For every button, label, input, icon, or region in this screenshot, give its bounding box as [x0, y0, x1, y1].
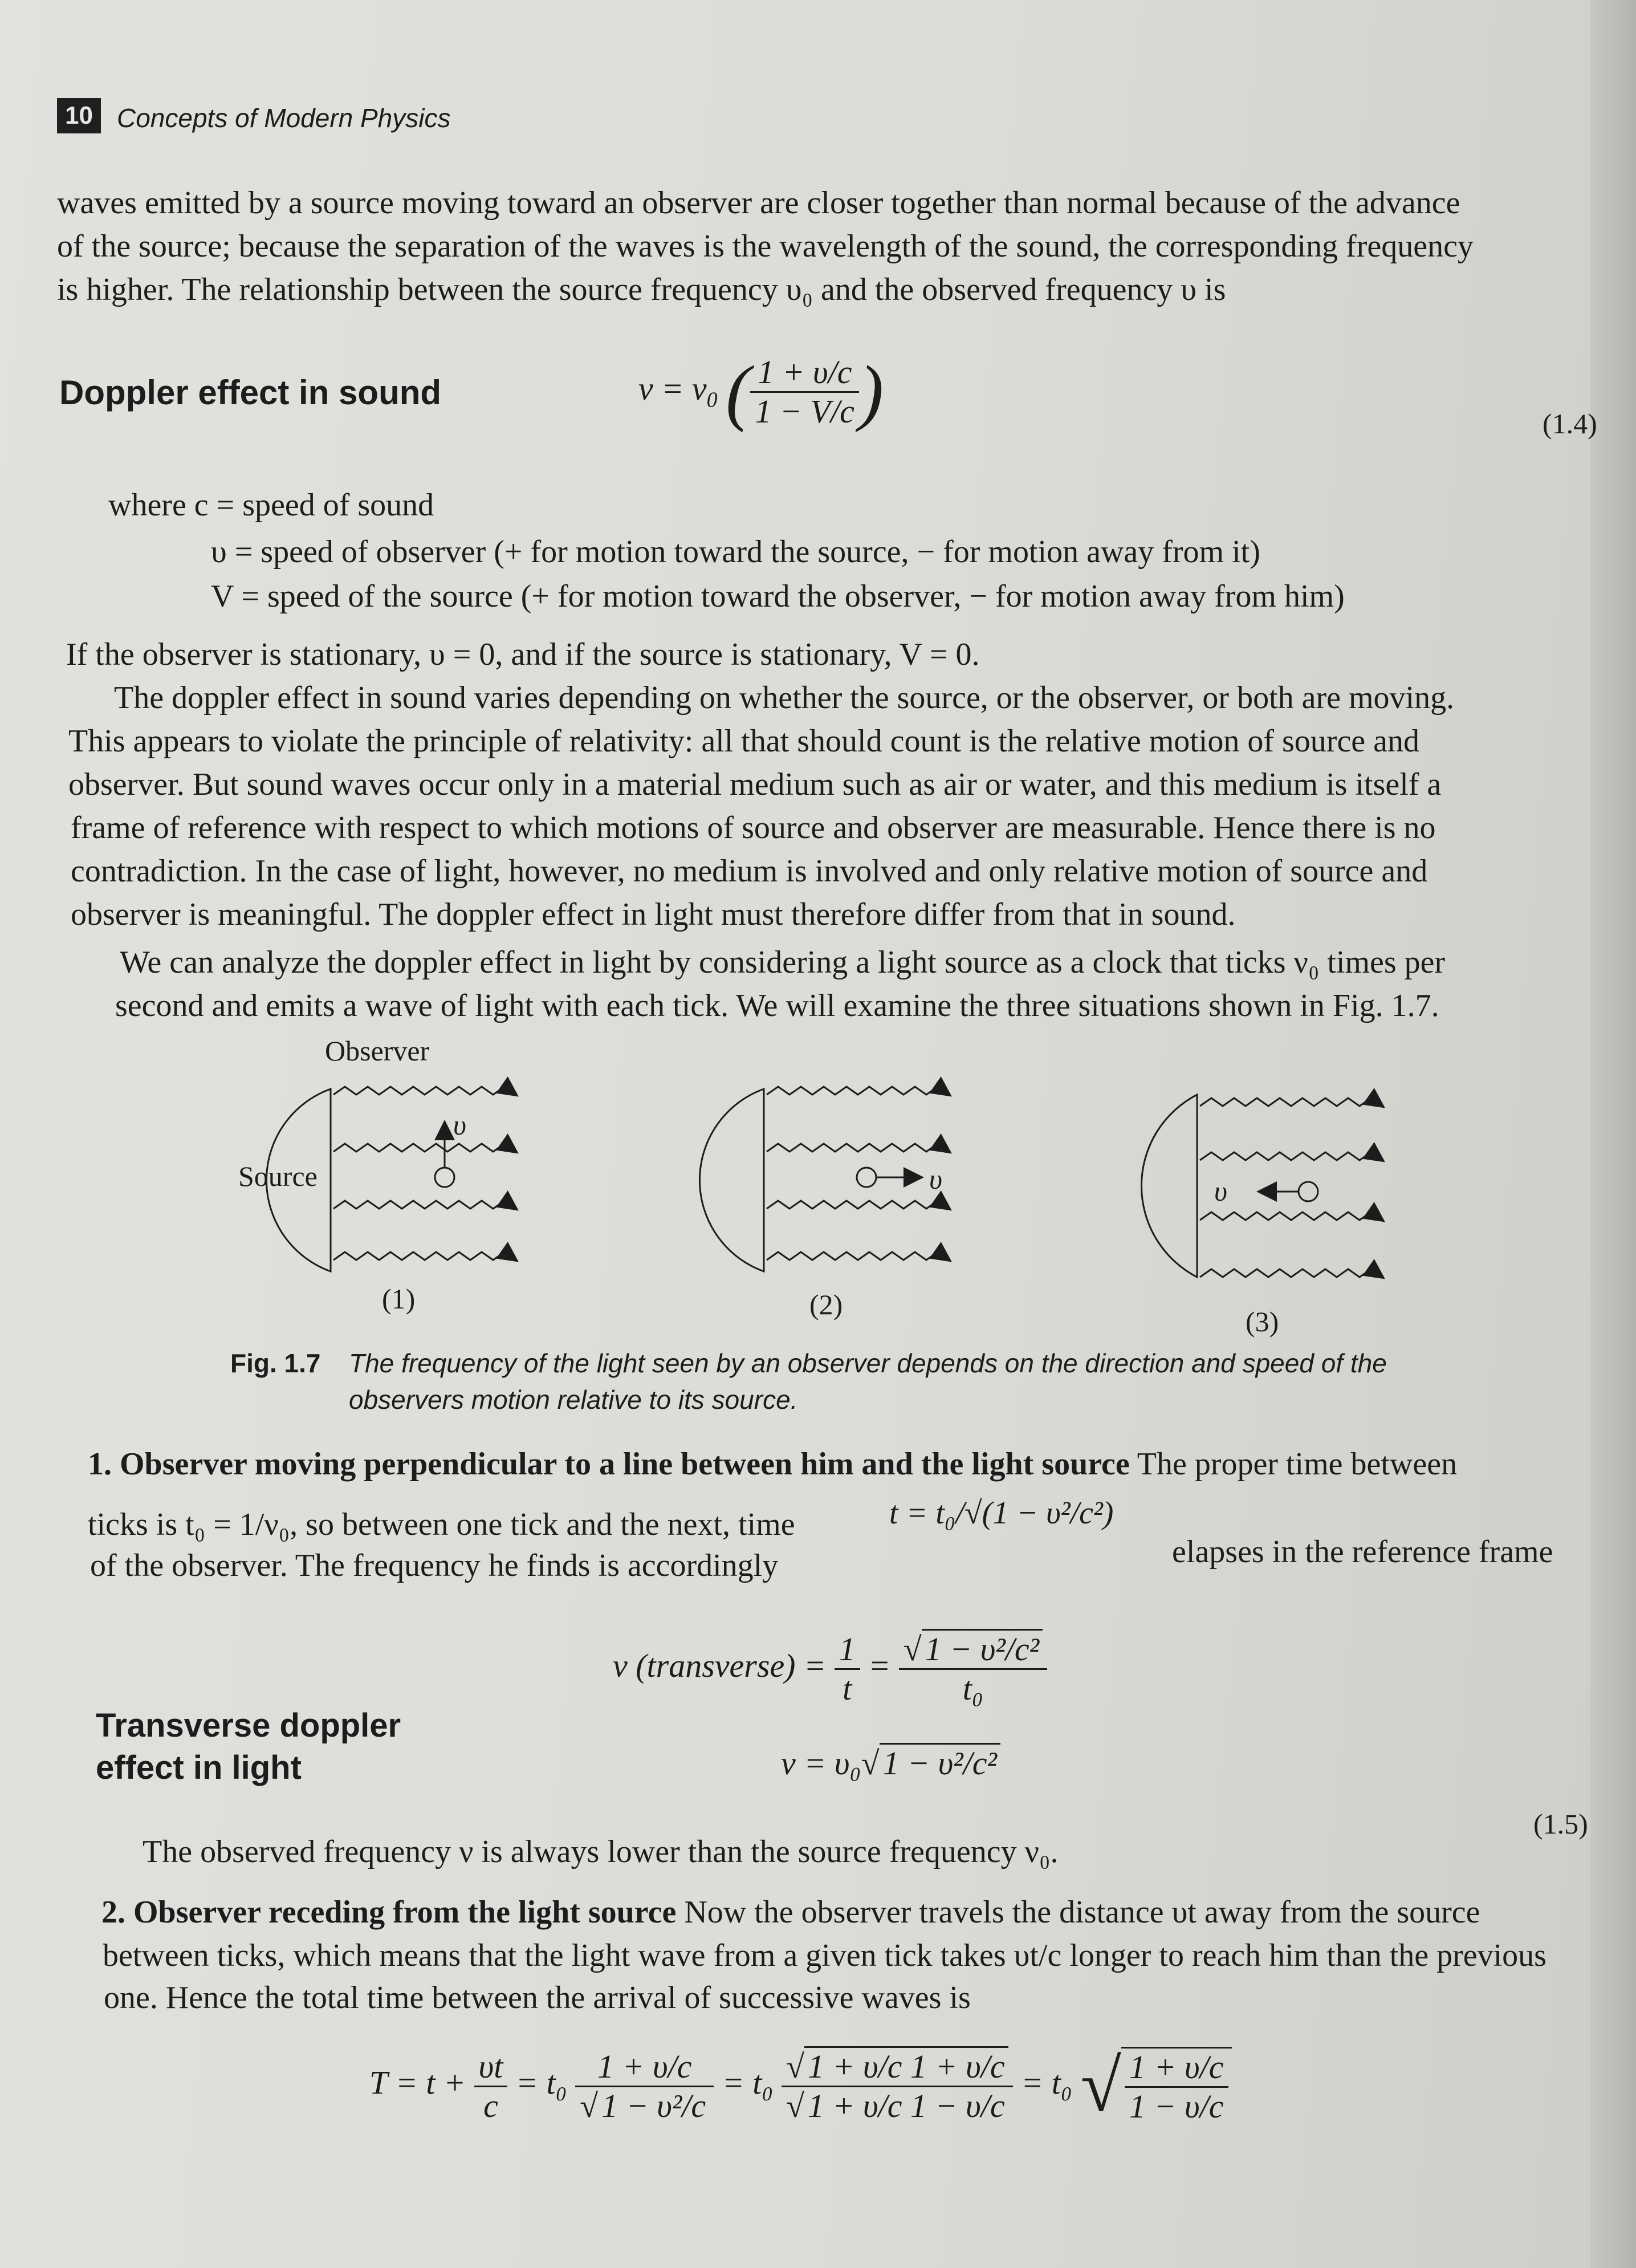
equation-1-5-line1: ν (transverse) = $\frac{1}{t}$ = $\frac{\text{√ 1 − υ²/c²}}{\text{t₀}}$ [613, 1631, 1047, 1708]
intro-line-1: waves emitted by a source moving toward an observer are closer together than normal because of the advance [57, 185, 1460, 221]
eq15-f1num: 1 [835, 1631, 860, 1670]
stationary-line: If the observer is stationary, υ = 0, and if the source is stationary, V = 0. [66, 637, 980, 672]
eqT-frac2 [575, 2048, 714, 2125]
eq14-fraction [750, 353, 858, 430]
panel3-v-label: υ [1214, 1175, 1227, 1207]
eqT-radical: √ [1080, 2045, 1121, 2127]
eq14-left-paren: ( [726, 351, 751, 433]
def-V: V = speed of the source (+ for motion toward the observer, − for motion away from him) [211, 579, 1345, 614]
para1-line2: This appears to violate the principle of relativity: all that should count is the relative motion of source and [68, 724, 1420, 759]
panel2-source-dome [699, 1089, 764, 1271]
eq15-frac1 [835, 1631, 860, 1708]
panel2-observer-dot [857, 1168, 876, 1187]
page-edge [1590, 0, 1636, 2268]
case2-text1: Now the observer travels the distance υt away from the source [684, 1895, 1480, 1930]
eqT-f1den: c [483, 2087, 498, 2124]
eqT-f3den-wrap: √ 1 + υ/c 1 − υ/c [782, 2087, 1013, 2125]
eq14-right-paren: ) [858, 351, 884, 433]
panel3-source-dome [1141, 1095, 1197, 1277]
eq14-den: 1 − V/c [755, 393, 854, 430]
def-c: where c = speed of sound [108, 487, 434, 523]
intro-line-3: is higher. The relationship between the source frequency υ₀ and the observed frequency υ is [57, 272, 1226, 307]
para1-line1: The doppler effect in sound varies depending on whether the source, or the observer, or both are moving. [114, 680, 1455, 716]
equation-1-5-line2: ν = υ₀√ 1 − υ²/c² [781, 1745, 1000, 1782]
eq14-sub: 0 [706, 388, 718, 412]
panel3-observer-dot [1299, 1182, 1318, 1201]
para2-line2: second and emits a wave of light with each tick. We will examine the three situations shown in Fig. 1.7. [115, 988, 1439, 1023]
page-number: 10 [57, 98, 101, 133]
panel1-label: (1) [382, 1283, 416, 1315]
eqT-f4den: 1 − υ/c [1129, 2088, 1224, 2125]
eqT-frac3 [782, 2048, 1013, 2125]
eqT-f2num: 1 + υ/c [575, 2048, 714, 2087]
after-eq15: The observed frequency ν is always lower than the source frequency ν₀. [143, 1834, 1059, 1869]
eqT-f3num-wrap: √ 1 + υ/c 1 + υ/c [782, 2048, 1013, 2087]
eqT-f1num: υt [474, 2048, 508, 2087]
panel1-waves [333, 1087, 516, 1260]
eqT-c: = t₀ [722, 2064, 774, 2102]
eq15-line2-rad: 1 − υ²/c² [880, 1743, 1000, 1782]
case2-heading: 2. Observer receding from the light source [101, 1895, 677, 1930]
caption-line-2: observers motion relative to its source. [349, 1385, 798, 1415]
eq15-line2-lhs: ν = υ₀ [781, 1745, 861, 1782]
case1-text2b: elapses in the reference frame [1172, 1534, 1553, 1570]
para2-line1: We can analyze the doppler effect in light by considering a light source as a clock that ticks ν₀ times per [120, 945, 1446, 980]
panel3-label: (3) [1246, 1306, 1279, 1338]
equation-T [369, 2047, 1232, 2125]
case1-heading: 1. Observer moving perpendicular to a line between him and the light source [88, 1446, 1130, 1482]
para1-line6: observer is meaningful. The doppler effect in light must therefore differ from that in sound. [71, 897, 1236, 932]
eq15-lhs: ν (transverse) = [613, 1647, 827, 1684]
panel1-observer-dot [435, 1168, 454, 1187]
panel3-waves [1200, 1098, 1382, 1277]
eqT-b: = t₀ [515, 2064, 567, 2102]
case1-line1 [88, 1442, 1593, 1486]
para1-line3: observer. But sound waves occur only in a material medium such as air or water, and this medium is itself a [68, 767, 1442, 802]
fig-observer-label: Observer [325, 1035, 430, 1067]
eq15-f2num-wrap: √ 1 − υ²/c² [899, 1631, 1047, 1670]
eqT-f2den-wrap: √ 1 − υ²/c [575, 2087, 714, 2125]
fig-source-label: Source [238, 1160, 318, 1192]
equation-1-4 [638, 351, 884, 433]
eq15-number: (1.5) [1533, 1808, 1588, 1840]
case1-text1: The proper time between [1137, 1446, 1458, 1482]
figure-1-7 [222, 1026, 1493, 1346]
panel2-label: (2) [809, 1289, 843, 1320]
eq14-num: 1 + υ/c [750, 353, 858, 393]
eqT-f2den: 1 − υ²/c [598, 2086, 709, 2124]
case1-time-eq: t = t₀/√(1 − υ²/c²) [889, 1495, 1114, 1531]
sidehead-doppler-sound: Doppler effect in sound [59, 373, 442, 412]
case1-text2a: ticks is t₀ = 1/ν₀, so between one tick and the next, time [88, 1507, 795, 1542]
eq14-lhs: ν = ν [638, 369, 707, 407]
panel2-v-label: υ [929, 1163, 942, 1195]
eq15-f1den: t [843, 1670, 852, 1707]
caption-tag: Fig. 1.7 [230, 1348, 321, 1378]
panel1-v-label: υ [453, 1109, 466, 1141]
eqT-a: T = t + [369, 2064, 466, 2102]
eqT-f3num: 1 + υ/c 1 + υ/c [804, 2046, 1008, 2085]
sidehead-transverse-2: effect in light [96, 1749, 302, 1786]
case1-text3: of the observer. The frequency he finds is accordingly [90, 1548, 779, 1583]
eqT-frac1 [474, 2048, 508, 2125]
para1-line4: frame of reference with respect to which motions of source and observer are measurable. Hence there is no [71, 810, 1436, 846]
case2-text3: one. Hence the total time between the arrival of successive waves is [104, 1980, 971, 2015]
eq15-f2den: t₀ [962, 1670, 984, 1707]
def-v: υ = speed of observer (+ for motion toward the source, − for motion away from it) [211, 534, 1260, 570]
eq14-number: (1.4) [1543, 408, 1597, 440]
para1-line5: contradiction. In the case of light, however, no medium is involved and only relative motion of source and [71, 853, 1428, 889]
eq15-f2num: 1 − υ²/c² [922, 1629, 1043, 1668]
running-title: Concepts of Modern Physics [117, 103, 451, 133]
case2-line1 [101, 1891, 1595, 1934]
caption-line-1: The frequency of the light seen by an observer depends on the direction and speed of the [349, 1348, 1387, 1378]
case2-text2: between ticks, which means that the light wave from a given tick takes υt/c longer to reach him than the previous [103, 1938, 1547, 1973]
eqT-frac4 [1121, 2047, 1232, 2125]
sidehead-transverse-1: Transverse doppler [96, 1707, 401, 1744]
eqT-f3den: 1 + υ/c 1 − υ/c [804, 2086, 1008, 2124]
eq15-frac2 [899, 1631, 1047, 1708]
eqT-f4num: 1 + υ/c [1125, 2048, 1228, 2088]
intro-line-2: of the source; because the separation of the waves is the wavelength of the sound, the corresponding frequency [57, 229, 1474, 264]
eqT-d: = t₀ [1021, 2064, 1073, 2102]
